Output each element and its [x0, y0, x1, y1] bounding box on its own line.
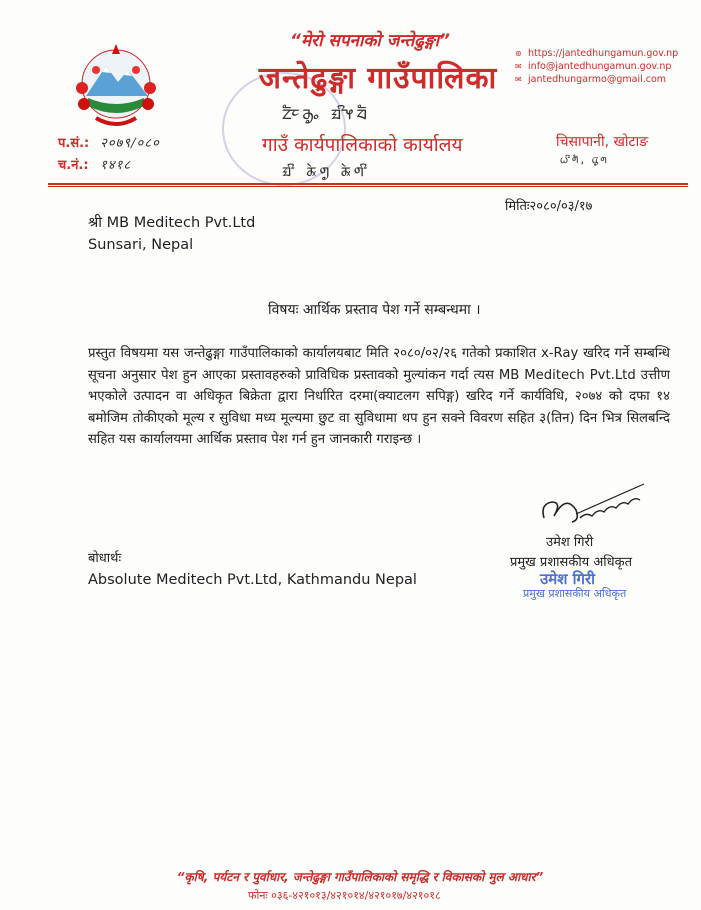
website-link[interactable]: https://jantedhungamun.gov.np	[528, 48, 679, 59]
cc-value: Absolute Meditech Pvt.Ltd, Kathmandu Nepal	[88, 572, 417, 588]
ref-value-1: २०७९/०८०	[100, 136, 160, 151]
ref-label-2: च.नं.:	[58, 158, 89, 173]
email-row-2[interactable]	[515, 73, 678, 86]
seal-title: प्रमुख प्रशासकीय अधिकृत	[523, 587, 627, 600]
footer-motto: “कृषि, पर्यटन र पुर्वाधार, जन्तेढुङ्गा गाउँपालिकाको समृद्धि र विकासको मुल आधार”	[176, 870, 544, 884]
footer-phone: फोनः ०३६-४२१०१३/४२१०१४/४२१०१७/४२१०१८	[248, 889, 441, 902]
subject-line: विषयः आर्थिक प्रस्ताव पेश गर्ने सम्बन्धमा ।	[268, 302, 481, 318]
cc-label: बोधार्थः	[88, 551, 122, 566]
place: चिसापानी, खोटाङ	[556, 134, 649, 150]
mail-icon: ✉	[515, 62, 522, 71]
letter-body: प्रस्तुत विषयमा यस जन्तेढुङ्गा गाउँपालिकाको कार्यालयबाट मिति २०८०/०२/२६ गतेको प्रकाशित x-Ray खरिद गर्ने सम्बन्धि सूचना अनुसार पेश हुन आएका प्रस्तावहरुको प्राविधिक प्रस्तावको मुल्यांकन गर्दा त्यस MB Meditech Pvt.Ltd उत्तीण भएकोले उत्पादन वा अधिकृत बिक्रेता द्वारा निर्धारित दरमा(क्याटलग सपिङ्ग) खरिद गर्ने कार्यविधि, २०७४ को दफा १४ बमोजिम तोकीएको मूल्य र सुविधा मध्य मूल्यमा छुट वा सुविधामा थप हुन सक्ने विवरण सहित ३(तिन) दिन भित्र सिलबन्दि सहित यस कार्यालयमा आर्थिक प्रस्ताव पेश गर्न हुन जानकारी गराइन्छ ।	[88, 346, 670, 447]
reference-numbers	[58, 133, 160, 177]
slogan: “मेरो सपनाको जन्तेढुङ्गा”	[290, 31, 450, 51]
limbu-script-name: ᤁᤠᤰᤌᤢᤱ ᤀᤡᤶᤔᤠ	[282, 100, 371, 124]
letter-date: मितिः२०८०/०३/१७	[505, 199, 593, 214]
seal-name: उमेश गिरी	[540, 570, 595, 588]
email-link-2[interactable]: jantedhungarmo@gmail.com	[528, 74, 667, 85]
globe-icon: ⊛	[515, 49, 522, 58]
ref-label-1: प.सं.:	[58, 136, 90, 151]
header-divider-thin	[48, 186, 688, 187]
limbu-script-office: ᤀᤡ ᤊᤧᤛᤢ ᤊᤧᤛᤡ	[282, 160, 371, 181]
addressee-line-1: श्री MB Meditech Pvt.Ltd	[88, 215, 256, 231]
municipality-name: जन्तेढुङ्गा गाउँपालिका	[258, 61, 498, 96]
ref-value-2: १४१८	[100, 158, 132, 173]
header-divider	[48, 183, 688, 185]
addressee	[88, 212, 255, 256]
signatory-name: उमेश गिरी	[546, 535, 594, 550]
nepal-emblem-logo	[66, 40, 166, 132]
contact-block	[515, 47, 678, 86]
email-row-1[interactable]	[515, 60, 678, 73]
signatory-title: प्रमुख प्रशासकीय अधिकृत	[510, 555, 633, 570]
website-row[interactable]	[515, 47, 678, 60]
handwritten-signature	[536, 474, 656, 534]
place-script: ᤐᤡᤛᤠ, ᤂᤢᤛ	[560, 152, 609, 166]
email-link-1[interactable]: info@jantedhungamun.gov.np	[528, 61, 672, 72]
mail-icon: ✉	[515, 75, 522, 84]
addressee-line-2: Sunsari, Nepal	[88, 237, 194, 253]
office-name: गाउँ कार्यपालिकाको कार्यालय	[262, 134, 463, 156]
